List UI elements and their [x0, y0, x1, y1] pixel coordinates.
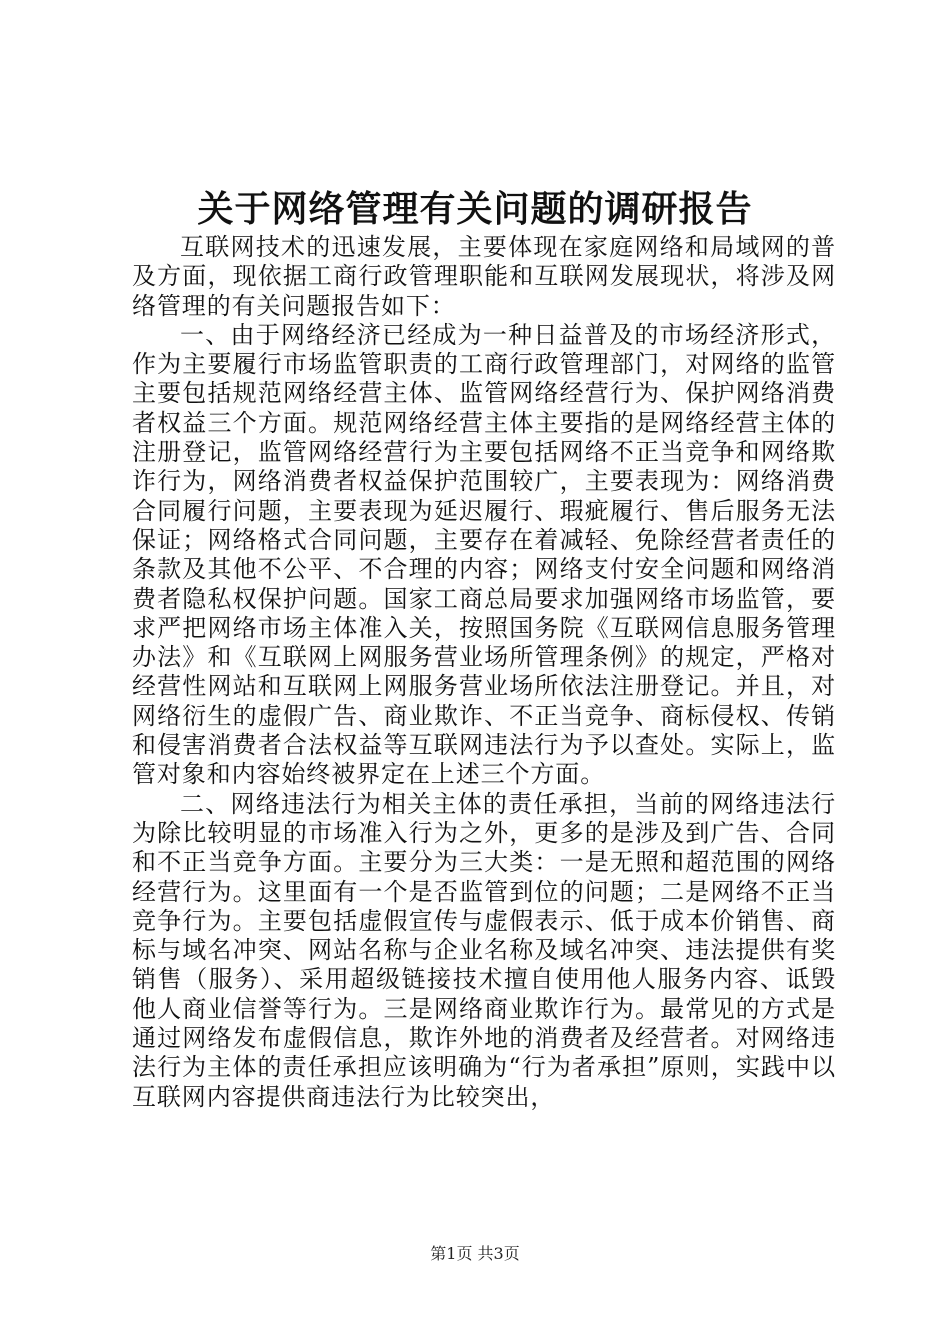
page-number-footer: 第1页 共3页 [430, 1244, 520, 1263]
document-title: 关于网络管理有关问题的调研报告 [197, 188, 753, 230]
document-body [132, 233, 836, 1112]
paragraph-intro: 互联网技术的迅速发展，主要体现在家庭网络和局域网的普及方面，现依据工商行政管理职能和互联网发展现状，将涉及网络管理的有关问题报告如下： [132, 233, 836, 320]
paragraph-section-two: 二、网络违法行为相关主体的责任承担，当前的网络违法行为除比较明显的市场准入行为之外，更多的是涉及到广告、合同和不正当竞争方面。主要分为三大类：一是无照和超范围的网络经营行为。这里面有一个是否监管到位的问题；二是网络不正当竞争行为。主要包括虚假宣传与虚假表示、低于成本价销售、商标与域名冲突、网站名称与企业名称及域名冲突、违法提供有奖销售（服务）、采用超级链接技术擅自使用他人服务内容、诋毁他人商业信誉等行为。三是网络商业欺诈行为。最常见的方式是通过网络发布虚假信息，欺诈外地的消费者及经营者。对网络违法行为主体的责任承担应该明确为“行为者承担”原则，实践中以互联网内容提供商违法行为比较突出， [132, 789, 836, 1111]
paragraph-section-one: 一、由于网络经济已经成为一种日益普及的市场经济形式，作为主要履行市场监管职责的工商行政管理部门，对网络的监管主要包括规范网络经营主体、监管网络经营行为、保护网络消费者权益三个方面。规范网络经营主体主要指的是网络经营主体的注册登记，监管网络经营行为主要包括网络不正当竞争和网络欺诈行为，网络消费者权益保护范围较广，主要表现为：网络消费合同履行问题，主要表现为延迟履行、瑕疵履行、售后服务无法保证；网络格式合同问题，主要存在着减轻、免除经营者责任的条款及其他不公平、不合理的内容；网络支付安全问题和网络消费者隐私权保护问题。国家工商总局要求加强网络市场监管，要求严把网络市场主体准入关，按照国务院《互联网信息服务管理办法》和《互联网上网服务营业场所管理条例》的规定，严格对经营性网站和互联网上网服务营业场所依法注册登记。并且，对网络衍生的虚假广告、商业欺诈、不正当竞争、商标侵权、传销和侵害消费者合法权益等互联网违法行为予以查处。实际上，监管对象和内容始终被界定在上述三个方面。 [132, 320, 836, 789]
